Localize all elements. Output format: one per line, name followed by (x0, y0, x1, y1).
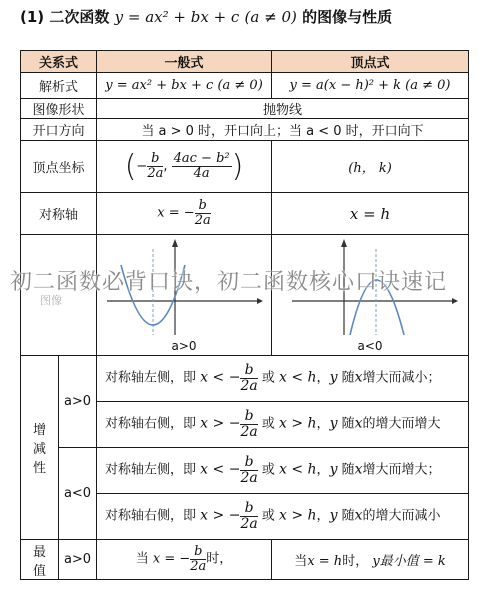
row-opening-label: 开口方向 (21, 119, 97, 141)
graph-right-caption: a<0 (357, 339, 383, 353)
row-opening (21, 119, 469, 141)
row-shape-value: 抛物线 (97, 99, 469, 119)
vertex-form-formula: y = a(x − h)² + k (a ≠ 0) (272, 73, 469, 99)
row-axis (21, 193, 469, 235)
header-row (21, 51, 469, 73)
row-extreme-label: 最 值 (21, 540, 59, 580)
heading-formula: y = ax² + bx + c (114, 8, 240, 26)
heading-number: (1) (20, 8, 45, 26)
row-opening-value: 当 a > 0 时，开口向上；当 a < 0 时，开口向下 (97, 119, 469, 141)
heading-text-b: 的图像与性质 (302, 8, 393, 26)
general-vertex-coord: (− $\frac{b}{2a}$ , $\frac{\text{4ac − b²}}{4a}$ ) (97, 141, 272, 193)
row-axis-label: 对称轴 (21, 193, 97, 235)
mono-neg-right-text: 对称轴右侧，即 x > − $\frac{b}{2a}$ 或 x > h，y 随x的增大而减小 (97, 494, 469, 540)
header-general: 一般式 (97, 51, 272, 73)
row-expression (21, 73, 469, 99)
row-mono-label: 增 减 性 (21, 356, 59, 540)
vertex-axis: x = h (272, 193, 469, 235)
general-axis: x = − $\frac{b}{2a}$ (97, 193, 272, 235)
properties-table (20, 50, 469, 580)
mono-pos-right-text: 对称轴右侧，即 x > − $\frac{b}{2a}$ 或 x > h，y 随x的增大而增大 (97, 402, 469, 448)
row-vertex-label: 顶点坐标 (21, 141, 97, 193)
row-shape-label: 图像形状 (21, 99, 97, 119)
row-shape (21, 99, 469, 119)
header-relation: 关系式 (21, 51, 97, 73)
header-vertex: 顶点式 (272, 51, 469, 73)
mono-a-positive: a>0 (59, 356, 97, 448)
mono-neg-left-text: 对称轴左侧，即 x < − $\frac{b}{2a}$ 或 x < h，y 随x增大而增大； (97, 448, 469, 494)
extreme-general-text: 当 x = − $\frac{b}{2a}$ 时， (97, 540, 272, 580)
section-heading (20, 6, 480, 34)
heading-condition: (a ≠ 0) (244, 8, 297, 26)
row-mono-pos-left (21, 356, 469, 402)
general-form-formula: y = ax² + bx + c (a ≠ 0) (97, 73, 272, 99)
extreme-vertex-text: 当x = h时， y最小值 = k (272, 540, 469, 580)
row-expression-label: 解析式 (21, 73, 97, 99)
overlay-title: 初二函数必背口诀，初二函数核心口诀速记 (10, 270, 448, 295)
vertex-frac-1: $\frac{b}{2a}$ (147, 151, 164, 181)
vertex-frac-2: $\frac{\text{4ac − b²}}{4a}$ (173, 151, 230, 181)
extreme-a-positive: a>0 (59, 540, 97, 580)
graph-row-label: 图像 (40, 294, 62, 307)
row-vertex (21, 141, 469, 193)
graph-left-caption: a>0 (171, 339, 197, 353)
mono-a-negative: a<0 (59, 448, 97, 540)
row-mono-neg-left (21, 448, 469, 494)
heading-text-a: 二次函数 (49, 8, 110, 26)
mono-pos-left-text: 对称轴左侧，即 x < − $\frac{b}{2a}$ 或 x < h，y 随x增大而减小； (97, 356, 469, 402)
vertex-form-coord: (h， k) (272, 141, 469, 193)
row-extreme (21, 540, 469, 580)
